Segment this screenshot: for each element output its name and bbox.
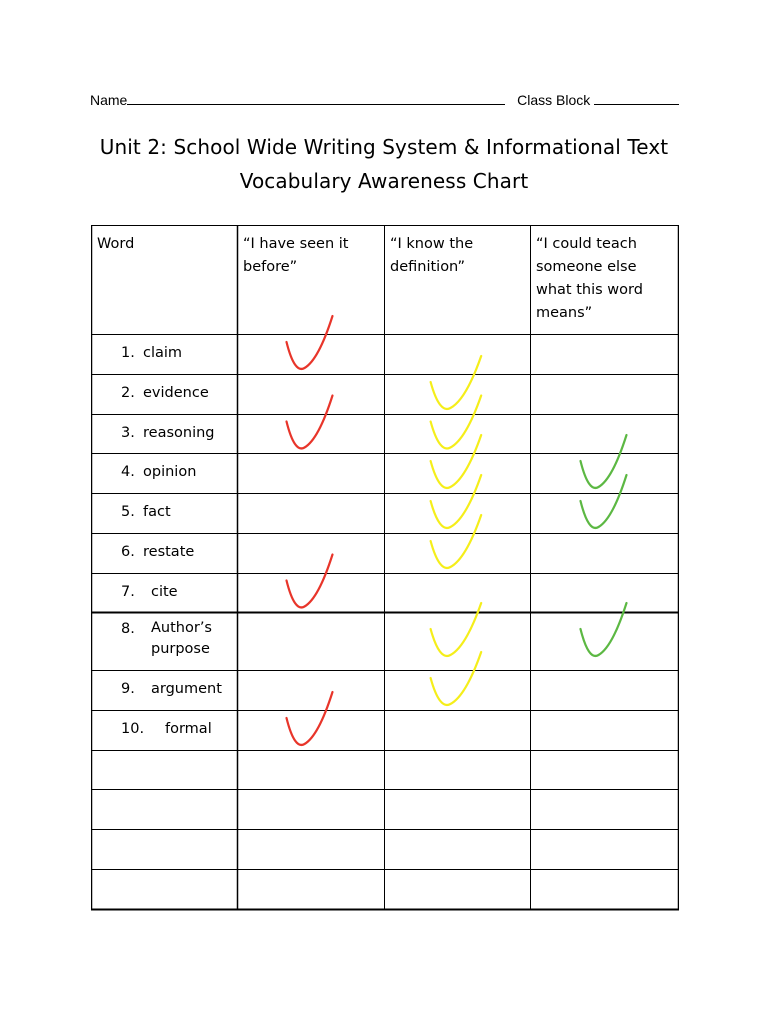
answer-cell[interactable] — [237, 829, 384, 869]
answer-cell[interactable] — [530, 829, 679, 869]
word-number: 7. — [121, 584, 135, 600]
answer-cell[interactable] — [530, 493, 679, 533]
answer-cell[interactable] — [237, 670, 384, 710]
table-row — [91, 869, 237, 910]
answer-cell[interactable] — [237, 612, 384, 670]
answer-cell[interactable] — [530, 533, 679, 573]
vocab-word: Author’s purpose — [151, 620, 212, 657]
vocab-word: cite — [151, 584, 178, 600]
student-info-line — [90, 92, 679, 108]
vocab-word: opinion — [143, 464, 197, 480]
answer-cell[interactable] — [530, 869, 679, 910]
answer-cell[interactable] — [530, 789, 679, 829]
table-row — [91, 533, 237, 573]
name-label: Name — [90, 92, 128, 108]
table-row — [91, 573, 237, 612]
answer-cell[interactable] — [384, 374, 530, 414]
vocab-word: fact — [143, 504, 171, 520]
answer-cell[interactable] — [530, 670, 679, 710]
word-number: 5. — [121, 504, 135, 520]
class-block-blank[interactable] — [594, 92, 679, 105]
answer-cell[interactable] — [384, 453, 530, 493]
table-row — [91, 612, 237, 670]
answer-cell[interactable] — [384, 334, 530, 374]
answer-cell[interactable] — [237, 710, 384, 750]
answer-cell[interactable] — [530, 334, 679, 374]
answer-cell[interactable] — [237, 750, 384, 789]
answer-cell[interactable] — [237, 869, 384, 910]
vocab-word: evidence — [143, 385, 209, 401]
answer-cell[interactable] — [237, 414, 384, 453]
name-blank[interactable] — [127, 92, 505, 105]
word-number: 1. — [121, 345, 135, 361]
vocabulary-awareness-table — [91, 225, 679, 910]
vocab-word: argument — [151, 681, 222, 697]
table-row — [91, 670, 237, 710]
column-header-1: “I have seen it before” — [243, 236, 349, 275]
answer-cell[interactable] — [384, 789, 530, 829]
answer-cell[interactable] — [384, 710, 530, 750]
table-row — [91, 334, 237, 374]
answer-cell[interactable] — [237, 334, 384, 374]
answer-cell[interactable] — [530, 710, 679, 750]
answer-cell[interactable] — [530, 453, 679, 493]
column-header-0: Word — [97, 236, 135, 252]
page-title: Unit 2: School Wide Writing System & Informational Text — [99, 135, 669, 159]
answer-cell[interactable] — [530, 750, 679, 789]
table-row — [91, 829, 237, 869]
word-number: 10. — [121, 721, 145, 737]
column-header-2: “I know the definition” — [390, 236, 474, 275]
word-number: 8. — [121, 621, 135, 637]
answer-cell[interactable] — [384, 670, 530, 710]
word-number: 4. — [121, 464, 135, 480]
vocab-word: reasoning — [143, 425, 215, 441]
answer-cell[interactable] — [237, 374, 384, 414]
table-row — [91, 453, 237, 493]
page-subtitle: Vocabulary Awareness Chart — [239, 169, 529, 193]
answer-cell[interactable] — [530, 573, 679, 612]
table-row — [91, 493, 237, 533]
vocab-word: restate — [143, 544, 195, 560]
answer-cell[interactable] — [384, 533, 530, 573]
table-row — [91, 750, 237, 789]
answer-cell[interactable] — [384, 573, 530, 612]
answer-cell[interactable] — [237, 573, 384, 612]
word-number: 6. — [121, 544, 135, 560]
table-row — [91, 710, 237, 750]
answer-cell[interactable] — [384, 869, 530, 910]
answer-cell[interactable] — [530, 414, 679, 453]
answer-cell[interactable] — [530, 612, 679, 670]
vocab-word: claim — [143, 345, 183, 361]
answer-cell[interactable] — [237, 789, 384, 829]
table-row — [91, 414, 237, 453]
answer-cell[interactable] — [384, 829, 530, 869]
class-block-label: Class Block — [517, 92, 591, 108]
answer-cell[interactable] — [530, 374, 679, 414]
answer-cell[interactable] — [384, 750, 530, 789]
vocab-word: formal — [165, 721, 212, 737]
table-row — [91, 789, 237, 829]
answer-cell[interactable] — [237, 453, 384, 493]
word-number: 2. — [121, 385, 135, 401]
answer-cell[interactable] — [384, 493, 530, 533]
answer-cell[interactable] — [237, 493, 384, 533]
answer-cell[interactable] — [384, 414, 530, 453]
word-number: 3. — [121, 425, 135, 441]
table-row — [91, 374, 237, 414]
answer-cell[interactable] — [384, 612, 530, 670]
answer-cell[interactable] — [237, 533, 384, 573]
word-number: 9. — [121, 681, 135, 697]
column-header-3: “I could teach someone else what this word means” — [536, 236, 643, 321]
